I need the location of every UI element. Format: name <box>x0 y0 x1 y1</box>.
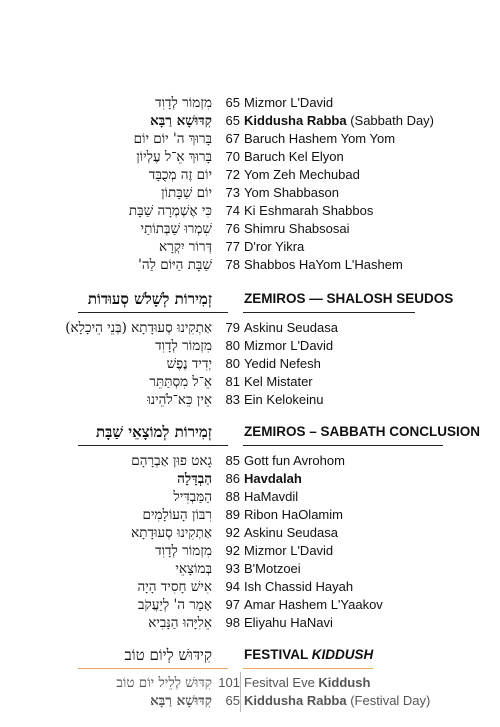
list-item[interactable] <box>0 560 500 578</box>
list-item[interactable] <box>0 524 500 542</box>
page-number: 83 <box>225 392 240 407</box>
page-number: 78 <box>225 257 240 272</box>
page-number: 98 <box>225 615 240 630</box>
section-title-english: ZEMIROS — SHALOSH SEUDOS <box>244 291 454 306</box>
page-number: 80 <box>225 338 240 353</box>
english-title: Eliyahu HaNavi <box>244 615 333 630</box>
hebrew-title: יוֹם זֶה מְכֻבָּד <box>148 167 212 183</box>
english-title: Baruch Kel Elyon <box>244 149 344 164</box>
english-title: Shimru Shabsosai <box>244 221 350 236</box>
header-divider <box>78 668 228 669</box>
english-title: D'ror Yikra <box>244 239 305 254</box>
list-item[interactable] <box>0 319 500 337</box>
header-divider <box>243 312 415 313</box>
list-item[interactable] <box>0 256 500 274</box>
page-number: 89 <box>225 507 240 522</box>
list-item[interactable] <box>0 488 500 506</box>
english-title: Shabbos HaYom L'Hashem <box>244 257 403 272</box>
hebrew-title: אֵין כֵּא־לֹהֵינוּ <box>147 392 212 408</box>
list-item[interactable] <box>0 238 500 256</box>
section-title-english: ZEMIROS – SABBATH CONCLUSION <box>244 424 481 439</box>
english-title: B'Motzoei <box>244 561 301 576</box>
section-title-hebrew: קִידּוּשׁ לְיוֹם טוֹב <box>124 646 212 664</box>
list-item[interactable] <box>0 506 500 524</box>
page-number: 92 <box>225 525 240 540</box>
page-number: 94 <box>225 579 240 594</box>
english-title: Kel Mistater <box>244 374 313 389</box>
list-item[interactable] <box>0 337 500 355</box>
hebrew-title: מִזְמוֹר לְדָוִד <box>155 95 212 111</box>
page-number: 101 <box>218 675 240 690</box>
page-number: 72 <box>225 167 240 182</box>
list-item[interactable] <box>0 202 500 220</box>
list-item[interactable] <box>0 614 500 632</box>
english-title: Yom Zeh Mechubad <box>244 167 360 182</box>
english-title: HaMavdil <box>244 489 299 504</box>
section-header-shalosh-seudos <box>0 288 500 310</box>
english-title-suffix: (Festival Day) <box>346 693 431 708</box>
page-number: 81 <box>225 374 240 389</box>
page-number: 74 <box>225 203 240 218</box>
hebrew-title: דְּרוֹר יִקְרָא <box>159 239 212 255</box>
english-title: Mizmor L'David <box>244 338 334 353</box>
list-item[interactable] <box>0 373 500 391</box>
english-title <box>244 470 302 488</box>
hebrew-title: מִזְמוֹר לְדָוִד <box>155 338 212 354</box>
section-header-sabbath-conclusion <box>0 421 500 443</box>
hebrew-title: אִישׁ חָסִיד הָיָה <box>137 579 212 595</box>
hebrew-title: שַׁבָּת הַיּוֹם לַה' <box>138 257 212 273</box>
page-number: 67 <box>225 131 240 146</box>
list-item[interactable] <box>0 166 500 184</box>
hebrew-title: יוֹם שַׁבָּתוֹן <box>161 185 212 201</box>
list-item[interactable] <box>0 578 500 596</box>
english-title: Ein Kelokeinu <box>244 392 324 407</box>
hebrew-title: הַמַּבְדִּיל <box>173 489 212 505</box>
hebrew-title: שִׁמְרוּ שַׁבְּתוֹתַי <box>140 221 212 237</box>
hebrew-title: קִדּוּשׁ לְלֵיל יוֹם טוֹב <box>116 675 212 691</box>
header-divider <box>243 668 373 669</box>
list-item[interactable] <box>0 130 500 148</box>
hebrew-title: קִדּוּשָׁא רַבָּא <box>150 113 212 129</box>
page-number: 65 <box>225 693 240 708</box>
hebrew-title: גָאט פוּן אַבְרָהָם <box>131 453 212 469</box>
header-divider <box>78 312 228 313</box>
hebrew-title: רִבּוֹן הָעוֹלָמִים <box>142 507 212 523</box>
page-number: 73 <box>225 185 240 200</box>
page-number: 79 <box>225 320 240 335</box>
english-title: Ki Eshmarah Shabbos <box>244 203 374 218</box>
page-number: 86 <box>225 471 240 486</box>
list-item[interactable] <box>0 355 500 373</box>
header-divider <box>243 445 443 446</box>
list-item[interactable] <box>0 692 500 710</box>
english-title <box>244 674 370 692</box>
hebrew-title: אַתְקִינוּ סְעוּדָתָא <box>131 525 212 541</box>
english-title: Askinu Seudasa <box>244 525 338 540</box>
section-header-festival-kiddush <box>0 644 500 666</box>
hebrew-title: כִּי אֶשְׁמְרָה שַׁבָּת <box>128 203 212 219</box>
english-title: Yedid Nefesh <box>244 356 321 371</box>
english-title: Baruch Hashem Yom Yom <box>244 131 396 146</box>
list-item[interactable] <box>0 220 500 238</box>
list-item[interactable] <box>0 112 500 130</box>
english-title <box>244 692 430 710</box>
english-title: Mizmor L'David <box>244 543 334 558</box>
list-item[interactable] <box>0 470 500 488</box>
page-number: 97 <box>225 597 240 612</box>
hebrew-title: קִדּוּשָׁא רַבָּא <box>150 693 212 709</box>
page-number: 93 <box>225 561 240 576</box>
english-title-prefix: Fesitval Eve <box>244 675 319 690</box>
list-item[interactable] <box>0 94 500 112</box>
page-number: 85 <box>225 453 240 468</box>
english-title: Gott fun Avrohom <box>244 453 345 468</box>
page-number: 76 <box>225 221 240 236</box>
hebrew-title: אַתְקִינוּ סְעוּדָתָא (בְּנֵי הֵיכָלָא) <box>65 320 212 336</box>
page-number: 65 <box>225 95 240 110</box>
list-item[interactable] <box>0 148 500 166</box>
column-divider <box>240 672 241 712</box>
hebrew-title: יְדִיד נֶפֶשׁ <box>166 356 212 372</box>
list-item[interactable] <box>0 596 500 614</box>
hebrew-title: מִזְמוֹר לְדָוִד <box>155 543 212 559</box>
english-title-bold: Kiddusha Rabba <box>244 693 347 708</box>
hebrew-title: הַבְדָּלָה <box>177 471 212 487</box>
hebrew-title: אֵלִיָּהוּ הַנָּבִיא <box>148 615 212 631</box>
list-item[interactable] <box>0 542 500 560</box>
list-item[interactable] <box>0 674 500 692</box>
section-title-english-italic: KIDDUSH <box>311 647 374 662</box>
hebrew-title: אֵ־ל מִסְתַּתֵּר <box>149 374 212 390</box>
hebrew-title: בָּרוּךְ אֵ־ל עֶלְיוֹן <box>136 149 212 165</box>
english-title: Askinu Seudasa <box>244 320 338 335</box>
page-number: 70 <box>225 149 240 164</box>
page-number: 77 <box>225 239 240 254</box>
page-number: 80 <box>225 356 240 371</box>
hebrew-title: אָמַר ה' לְיַעֲקֹב <box>137 597 212 613</box>
section-title-hebrew: זְמִירוֹת לְשָׁלֹשׁ סְעוּדוֹת <box>87 290 212 308</box>
hebrew-title: בָּרוּךְ ה' יוֹם יוֹם <box>133 131 212 147</box>
english-title-bold: Havdalah <box>244 471 302 486</box>
english-title-bold: Kiddush <box>318 675 371 690</box>
hebrew-title: בְּמוֹצָאֵי <box>175 561 212 577</box>
english-title-bold: Kiddusha Rabba <box>244 113 347 128</box>
section-title-english <box>244 644 373 666</box>
list-item[interactable] <box>0 391 500 409</box>
english-title: Mizmor L'David <box>244 95 334 110</box>
section-title-english-plain: FESTIVAL <box>244 647 312 662</box>
english-title <box>244 112 434 130</box>
list-item[interactable] <box>0 452 500 470</box>
page-number: 88 <box>225 489 240 504</box>
list-item[interactable] <box>0 184 500 202</box>
page-number: 92 <box>225 543 240 558</box>
english-title: Amar Hashem L'Yaakov <box>244 597 383 612</box>
english-title: Ribon HaOlamim <box>244 507 343 522</box>
english-title: Ish Chassid Hayah <box>244 579 354 594</box>
header-divider <box>78 445 228 446</box>
section-title-hebrew: זְמִירוֹת לְמוֹצָאֵי שַׁבָּת <box>96 423 212 441</box>
page-number: 65 <box>225 113 240 128</box>
english-title-suffix: (Sabbath Day) <box>346 113 435 128</box>
english-title: Yom Shabbason <box>244 185 339 200</box>
